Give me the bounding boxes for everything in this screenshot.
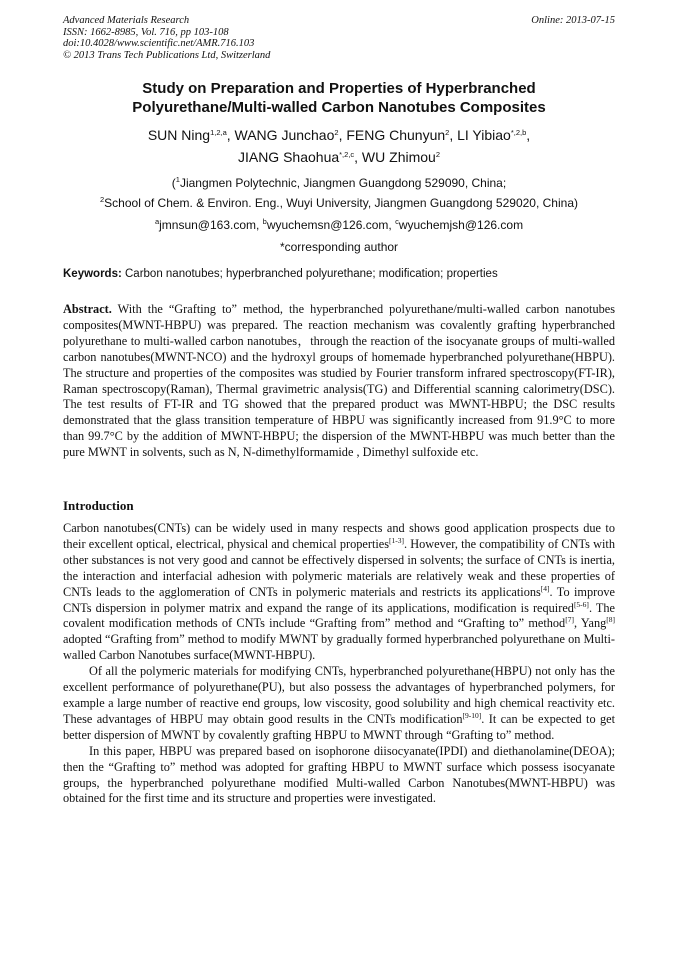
corresponding-author-note: *corresponding author [279, 240, 399, 254]
paragraph-text: Of all the polymeric materials for modifying CNTs, hyperbranched polyurethane(HBPU) not only has the excellent performance of polyurethane(PU), but also possess the advantages of hyperbranched polymers, for example a large number of reactive end groups, low viscosity, good solubility and high chemical reactivity etc. These advantages of HBPU may obtain good results in the CNTs modification [63, 664, 615, 726]
paragraph [63, 521, 615, 664]
paragraph [63, 664, 615, 744]
abstract-text: With the “Grafting to” method, the hyperbranched polyurethane/multi-walled carbon nanotubes composites(MWNT-HBPU) was prepared. The reaction mechanism was covalently grafting hyperbranched polyurethane to multi-walled carbon nanotubes，through the reaction of the isocyanate groups of multi-walled carbon nanotubes(MWNT-NCO) and the hydroxyl groups of homemade hyperbranched polyurethane(HBPU). The structure and properties of the composites was studied by Fourier transform infrared spectroscopy(FT-IR), Raman spectroscopy(Raman), Thermal gravimetric analysis(TG) and Differential scanning calorimetry(DSC). The test results of FT-IR and TG showed that the prepared product was MWNT-HBPU; the DSC results demonstrated that the glass transition temperature of HBPU was significantly increased from 91.9°C to more than 99.7°C by the addition of MWNT-HBPU; the dispersion of the MWNT-HBPU was much better than the pure MWNT in solvents, such as N, N-dimethylformamide , Dimethyl sulfoxide etc. [63, 302, 615, 460]
paper-title [40, 79, 638, 117]
affil-sup: 1 [175, 175, 180, 184]
affil-text: Jiangmen Polytechnic, Jiangmen Guangdong 529090, China; [179, 176, 507, 190]
title-line-2: Polyurethane/Multi-walled Carbon Nanotubes Composites [132, 99, 546, 116]
citation[interactable]: [8] [606, 615, 615, 625]
paragraph-text: . To improve CNTs dispersion in polymer matrix and expand the range of its applications, modification is required [63, 584, 615, 615]
affil-text: School of Chem. & Environ. Eng., Wuyi University, Jiangmen Guangdong 529020, China) [104, 196, 578, 210]
paragraph [63, 744, 615, 808]
author-affil-sup: 1,2,a [210, 128, 227, 137]
citation[interactable]: [4] [540, 583, 550, 593]
author-affil-sup: *,2,b [510, 128, 527, 137]
author-name: SUN Ning [147, 127, 211, 143]
email-link[interactable]: wyuchemjsh@126.com [398, 218, 524, 232]
issn-line: ISSN: 1662-8985, Vol. 716, pp 103-108 [63, 26, 229, 38]
doi-line: doi:10.4028/www.scientific.net/AMR.716.103 [63, 38, 255, 49]
affil-sup: 2 [100, 195, 105, 204]
author-name: , WANG Junchao [226, 127, 335, 143]
author-affil-sup: 2 [334, 128, 339, 137]
email-link[interactable]: wyuchemsn@126.com, [266, 218, 396, 232]
introduction-body [63, 521, 615, 807]
email-sup: b [262, 217, 267, 226]
affiliation-1 [40, 173, 638, 193]
copyright-line: © 2013 Trans Tech Publications Ltd, Switzerland [63, 49, 271, 61]
keywords-label: Keywords: [63, 268, 122, 280]
paragraph-text: . The covalent modification methods of CNTs include “Grafting from” method and “Grafting to” method [63, 600, 615, 631]
paragraph-text: Carbon nanotubes(CNTs) can be widely used in many respects and shows good application prospects due to their excellent optical, electrical, physical and chemical properties [63, 521, 615, 551]
paragraph-text: , Yang [573, 616, 607, 631]
citation[interactable]: [5-6] [573, 599, 589, 609]
affiliation-2 [40, 193, 638, 213]
author-name: JIANG Shaohua [237, 149, 340, 165]
journal-header [63, 15, 270, 61]
author-name: , LI Yibiao [449, 127, 511, 143]
author-affil-sup: 2 [445, 128, 450, 137]
email-line [40, 215, 638, 235]
abstract-label: Abstract. [63, 302, 112, 316]
keywords-text: Carbon nanotubes; hyperbranched polyurethane; modification; properties [121, 268, 498, 280]
paragraph-text: In this paper, HBPU was prepared based on isophorone diisocyanate(IPDI) and diethanolamine(DEOA); then the “Grafting to” method was adopted for grafting HBPU to MWNT surface which possess isocyanate groups, the hyperbranched polyurethane modified Multi-walled Carbon Nanotubes(MWNT-HBPU) was obtained for the first time and its structure and properties were investigated. [63, 743, 615, 806]
citation[interactable]: [1-3] [389, 535, 405, 545]
author-affil-sup: 2 [435, 150, 441, 159]
online-date: Online: 2013-07-15 [531, 15, 615, 26]
email-sup: a [154, 217, 160, 226]
affil-paren: ( [171, 176, 176, 190]
abstract [63, 302, 615, 461]
author-list [40, 124, 638, 168]
paragraph-text: . However, the compatibility of CNTs with other substances is not very good and cannot be effectively dispersed in solvents; the surface of CNTs is inertia, the interaction and interfacial adhesion with polymeric materials are relatively weak and these properties of CNTs leads to the agglomeration of CNTs in polymeric materials and restricts its applications [63, 536, 615, 599]
paragraph-text: adopted “Grafting from” method to modify MWNT by gradually formed hyperbranched polyurethane on Multi-walled Carbon Nanotubes surface(MWNT-HBPU). [63, 632, 615, 663]
author-line-2 [40, 146, 638, 168]
email-sup: c [395, 217, 399, 226]
author-separator: , [526, 127, 531, 143]
author-affil-sup: *,2,c [339, 150, 355, 159]
email-link[interactable]: jmnsun@163.com, [159, 218, 263, 232]
author-name: , WU Zhimou [354, 149, 436, 165]
citation[interactable]: [7] [565, 615, 574, 625]
affiliations [40, 173, 638, 257]
journal-name: Advanced Materials Research [63, 15, 190, 26]
introduction-heading: Introduction [63, 498, 134, 513]
author-line-1 [40, 124, 638, 146]
citation[interactable]: [9-10] [462, 710, 482, 720]
title-line-1: Study on Preparation and Properties of Hyperbranched [142, 80, 536, 97]
paragraph-text: . It can be expected to get better dispersion of MWNT by covalently grafting HBPU to MWNT through “Grafting to” method. [63, 711, 615, 742]
author-name: , FENG Chunyun [338, 127, 446, 143]
keywords [63, 266, 615, 282]
